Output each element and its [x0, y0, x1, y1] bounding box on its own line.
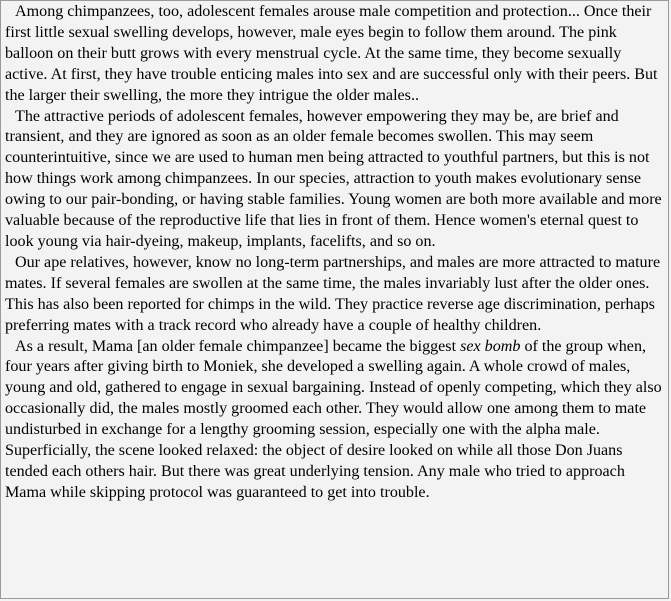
paragraph-2: The attractive periods of adolescent females, however empowering they may be, are brief and transient, and they are ignored as soon as an older female becomes swollen. This may seem counterintuitive, since we are used to human men being attracted to youthful partners, but this is not how things work among chimpanzees. In our species, attraction to youth makes evolutionary sense owing to our pair-bonding, or having stable families. Young women are both more available and more valuable because of the reproductive life that lies in front of them. Hence women's eternal quest to look young via hair-dyeing, makeup, implants, facelifts, and so on.	[5, 107, 662, 250]
paragraph-4	[5, 337, 667, 504]
document-body	[5, 2, 667, 504]
paragraph-1: Among chimpanzees, too, adolescent females arouse male competition and protection... Once their first little sexual swelling develops, however, male eyes begin to follow them around. The pink balloon on their butt grows with every menstrual cycle. At the same time, they become sexually active. At first, they have trouble enticing males into sex and are successful only with their peers. But the larger their swelling, the more they intrigue the older males..	[5, 3, 658, 104]
paragraph-4-text-after: of the group when, four years after giving birth to Moniek, she developed a swelling again. A whole crowd of males, young and old, gathered to engage in sexual bargaining. Instead of openly competing, which they also occasionally did, the males mostly groomed each other. They would allow one among them to mate undisturbed in exchange for a lengthy grooming session, especially one with the alpha male. Superficially, the scene looked relaxed: the object of desire looked on while all those Don Juans tended each others hair. But there was great underlying tension. Any male who tried to approach Mama while skipping protocol was guaranteed to get into trouble.	[5, 337, 662, 501]
paragraph-4-emphasis: sex bomb	[460, 337, 521, 355]
paragraph-4-text-before: As a result, Mama [an older female chimpanzee] became the biggest	[15, 337, 461, 355]
paragraph-3: Our ape relatives, however, know no long-term partnerships, and males are more attracted to mature mates. If several females are swollen at the same time, the males invariably lust after the older ones. This has also been reported for chimps in the wild. They practice reverse age discrimination, perhaps preferring mates with a track record who already have a couple of healthy children.	[5, 253, 661, 334]
